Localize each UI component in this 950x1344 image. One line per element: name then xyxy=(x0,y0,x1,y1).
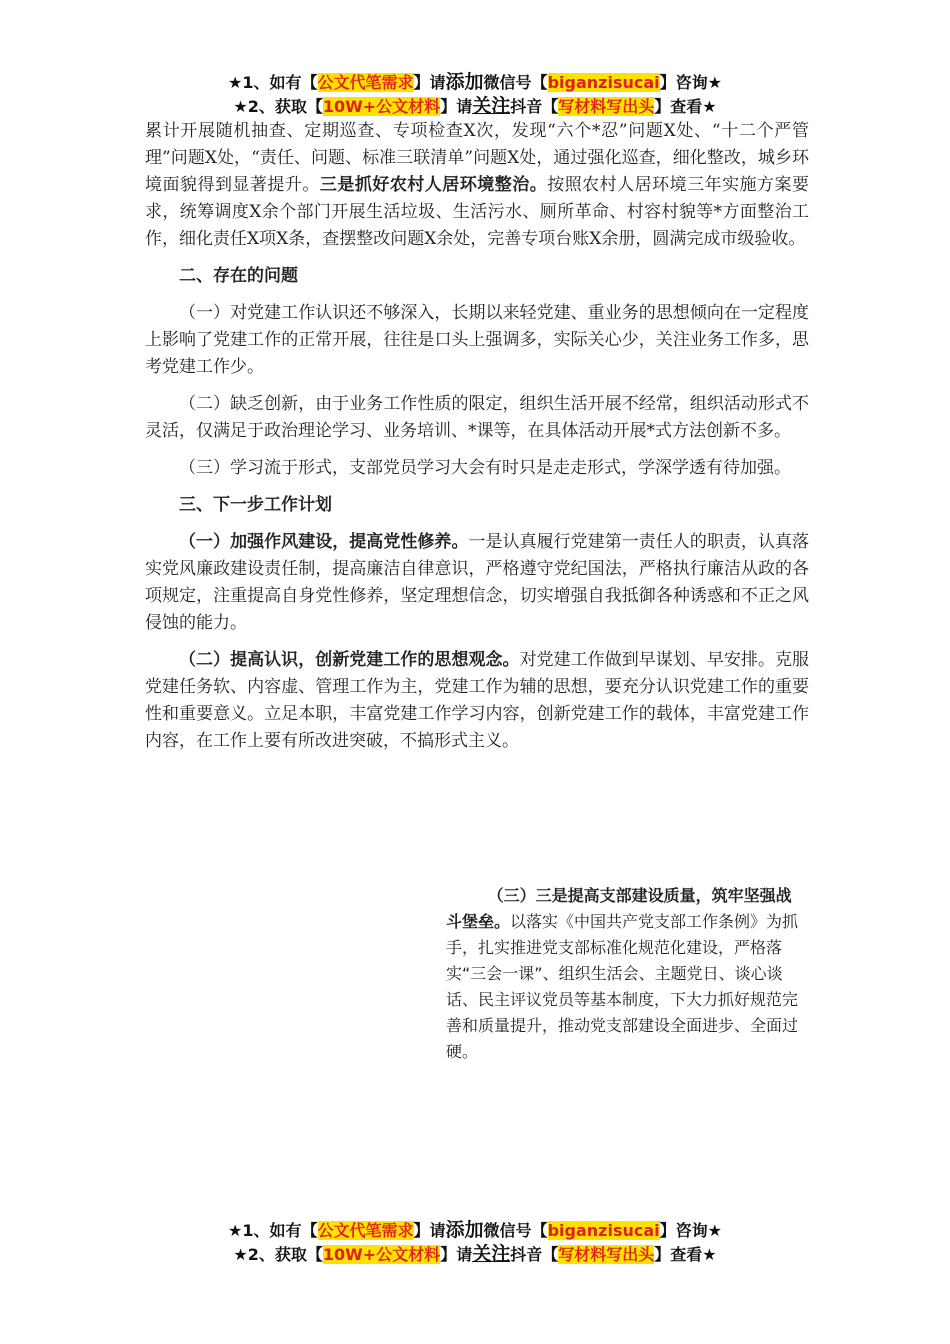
paragraph-plan-2: （二）提高认识，创新党建工作的思想观念。对党建工作做到早谋划、早安排。克服党建任务软、内容虚、管理工作为主，党建工作为辅的思想，要充分认识党建工作的重要性和重要意义。立足本职，丰富党建工作学习内容，创新党建工作的载体，丰富党建工作内容，在工作上要有所改进突破，不搞形式主义。 xyxy=(145,650,810,751)
document-body xyxy=(145,118,809,765)
paragraph-problem-3: （三）学习流于形式，支部党员学习大会有时只是走走形式，学深学透有待加强。 xyxy=(179,458,791,478)
highlight-materials: 10W+公文材料 xyxy=(322,97,441,116)
top-banner-line-1: ★1、如有【公文代笔需求】请添加微信号【biganzisucai】咨询★ xyxy=(228,71,722,93)
paragraph-plan-3: （三）三是提高支部建设质量，筑牢坚强战斗堡垒。以落实《中国共产党支部工作条例》为抓手，扎实推进党支部标准化规范化建设，严格落实“三会一课”、组织生活会、主题党日、谈心谈话、民主评议党员等基本制度，下大力抓好规范完善和质量提升，推动党支部建设全面进步、全面过硬。 xyxy=(446,886,799,1061)
highlight-service: 公文代笔需求 xyxy=(317,1221,414,1240)
highlight-douyin: 写材料写出头 xyxy=(558,1245,655,1264)
highlight-wechat-id: biganzisucai xyxy=(547,1221,660,1240)
paragraph-environment: 累计开展随机抽查、定期巡查、专项检查X次，发现“六个*忍”问题X处、“十二个严管理”问题X处，“责任、问题、标准三联清单”问题X处，通过强化巡查，细化整改，城乡环境面貌得到显著提升。三是抓好农村人居环境整治。按照农村人居环境三年实施方案要求，统筹调度X余个部门开展生活垃圾、生活污水、厕所革命、村容村貌等*方面整治工作，细化责任X项X条，查摆整改问题X余处，完善专项台账X余册，圆满完成市级验收。 xyxy=(145,121,810,249)
highlight-materials: 10W+公文材料 xyxy=(322,1245,441,1264)
paragraph-problem-2: （二）缺乏创新，由于业务工作性质的限定，组织生活开展不经常，组织活动形式不灵活，仅满足于政治理论学习、业务培训、*课等，在具体活动开展*式方法创新不多。 xyxy=(145,394,809,441)
section-heading-plan: 三、下一步工作计划 xyxy=(179,495,332,515)
top-banner-line-2: ★2、获取【10W+公文材料】请关注抖音【写材料写出头】查看★ xyxy=(233,95,717,117)
paragraph-plan-1: （一）加强作风建设，提高党性修养。一是认真履行党建第一责任人的职责，认真落实党风廉政建设责任制，提高廉洁自律意识，严格遵守党纪国法，严格执行廉洁从政的各项规定，注重提高自身党性修养，坚定理想信念，切实增强自我抵御各种诱惑和不正之风侵蚀的能力。 xyxy=(145,532,810,633)
side-text-box xyxy=(446,883,802,1065)
bottom-banner-line-2: ★2、获取【10W+公文材料】请关注抖音【写材料写出头】查看★ xyxy=(233,1243,717,1265)
paragraph-problem-1: （一）对党建工作认识还不够深入，长期以来轻党建、重业务的思想倾向在一定程度上影响了党建工作的正常开展，往往是口头上强调多，实际关心少，关注业务工作多，思考党建工作少。 xyxy=(145,303,809,377)
bottom-banner-line-1: ★1、如有【公文代笔需求】请添加微信号【biganzisucai】咨询★ xyxy=(228,1219,722,1241)
highlight-service: 公文代笔需求 xyxy=(317,73,414,92)
highlight-douyin: 写材料写出头 xyxy=(558,97,655,116)
highlight-wechat-id: biganzisucai xyxy=(547,73,660,92)
section-heading-problems: 二、存在的问题 xyxy=(179,266,298,286)
